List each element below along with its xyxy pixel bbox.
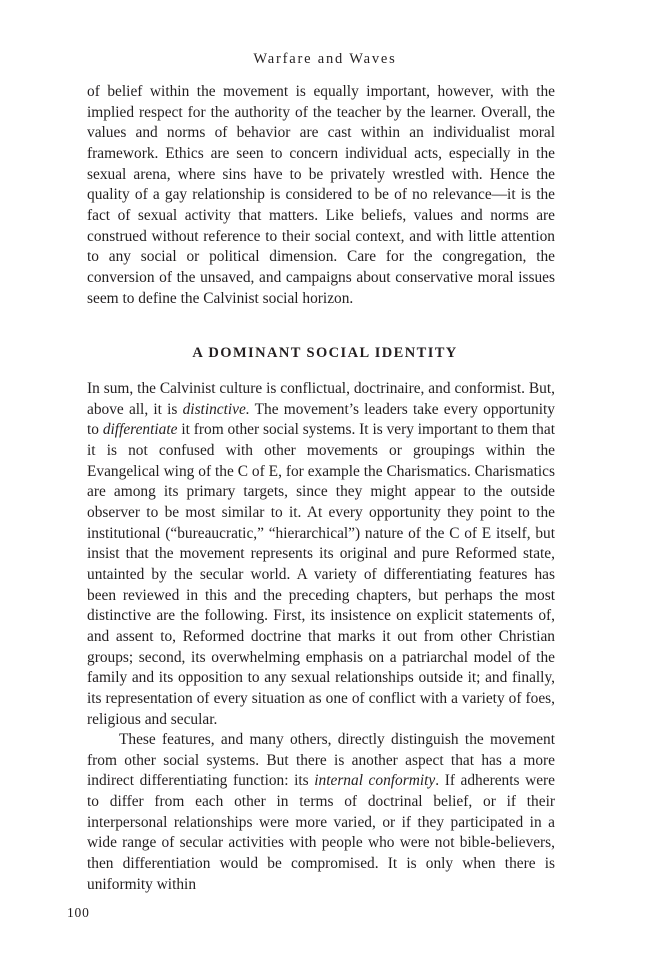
running-head: Warfare and Waves [253,51,397,67]
paragraph-text: These features, and many others, directly distinguish the movement from other social systems. But there is another aspect that has a more indirect differentiating function: its [87,731,555,790]
page-number: 100 [67,905,90,920]
paragraph-text: In sum, the Calvinist culture is conflictual, doctrinaire, and conformist. But, above all, it is [87,380,555,418]
emphasis-text: differentiate [102,421,178,439]
emphasis-text: distinctive. [182,400,250,418]
paragraph-continuation: of belief within the movement is equally important, however, with the implied respect for the authority of the teacher by the learner. Overall, the values and norms of behavior are cast within an individualist moral framework. Ethics are seen to concern individual acts, especially in the sexual arena, where sins have to be privately wrestled with. Hence the quality of a gay relationship is considered to be of no relevance—it is the fact of sexual activity that matters. Like beliefs, values and norms are construed without reference to their social context, and with little attention to any social or political dimension. Care for the congregation, the conversion of the unsaved, and campaigns about conservative moral issues seem to define the Calvinist social horizon. [87,83,555,307]
paragraph-summary [87,379,555,730]
section-heading: A DOMINANT SOCIAL IDENTITY [192,345,458,361]
emphasis-text: internal conformity [314,772,436,790]
paragraph-conformity [87,730,555,895]
paragraph-text: it from other social systems. It is very important to them that it is not confused with other movements or groupings within the Evangelical wing of the C of E, for example the Charismatics. Charismatics are among its primary targets, since they might appear to the outside observer to be most similar to it. At every opportunity they point to the institutional (“bureaucratic,” “hierarchical”) nature of the C of E itself, but insist that the movement represents its original and pure Reformed state, untainted by the secular world. A variety of differentiating features has been reviewed in this and the preceding chapters, but perhaps the most distinctive are the following. First, its insistence on explicit statements of, and assent to, Reformed doctrine that marks it out from other Christian groups; second, its overwhelming emphasis on a patriarchal model of the family and its opposition to any sexual relationships outside it; and finally, its representation of every situation as one of conflict with a variety of foes, religious and secular. [87,421,555,728]
body-text-section [87,379,555,895]
paragraph-text: . If adherents were to differ from each other in terms of doctrinal belief, or if their interpersonal relationships were more varied, or if they participated in a wide range of secular activities with people who were not bible-believers, then differentiation would be compromised. It is only when there is uniformity within [87,772,555,893]
paragraph-text: The movement’s leaders take every opportunity to [87,400,555,439]
body-text-top [87,82,555,309]
